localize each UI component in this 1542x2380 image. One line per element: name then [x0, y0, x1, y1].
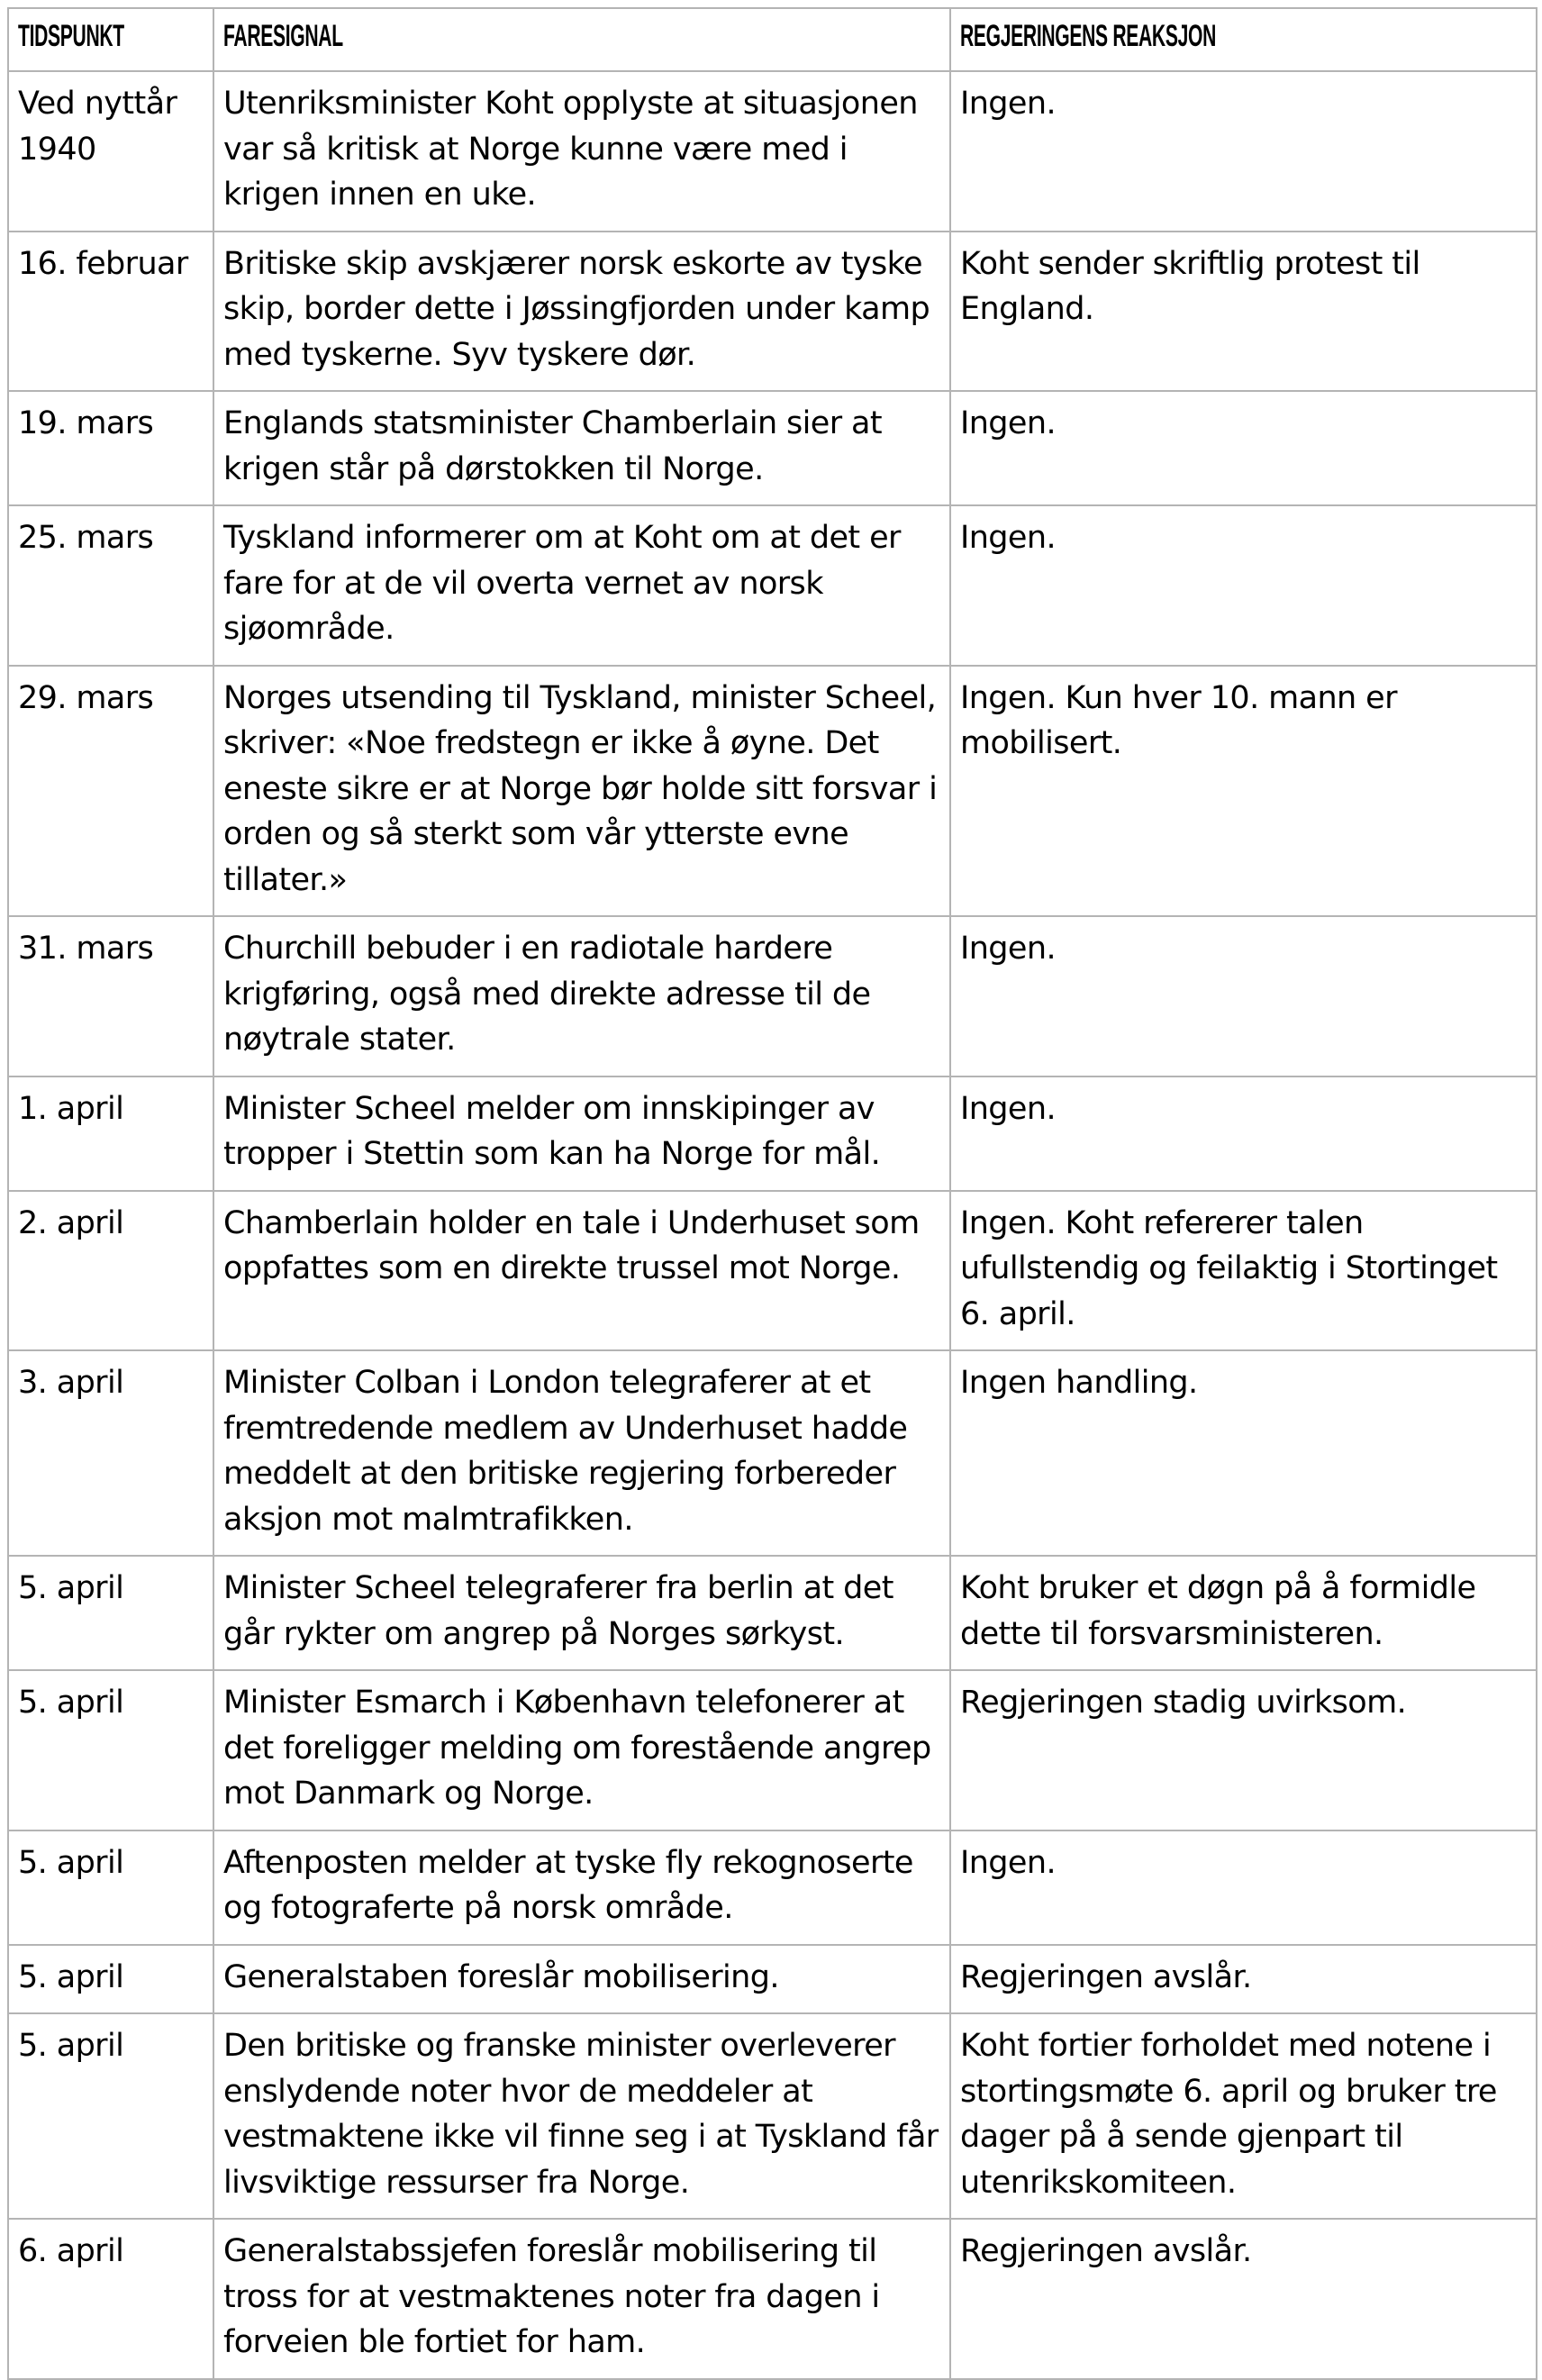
- cell-time: 5. april: [8, 2013, 213, 2219]
- cell-time: 16. februar: [8, 232, 213, 392]
- cell-reaction: Regjeringen avslår.: [950, 2219, 1537, 2379]
- header-reaction: REGJERINGENS REAKSJON: [950, 8, 1537, 71]
- cell-reaction: Koht bruker et døgn på å formidle dette til forsvarsministeren.: [950, 1556, 1537, 1670]
- table-row: [8, 2219, 1537, 2379]
- cell-reaction: Koht sender skriftlig protest til England.: [950, 232, 1537, 392]
- table-row: [8, 1945, 1537, 2014]
- cell-time: 5. april: [8, 1670, 213, 1830]
- cell-signal: Churchill bebuder i en radiotale hardere krigføring, også med direkte adresse til de nøytrale stater.: [213, 916, 950, 1076]
- cell-reaction: Ingen.: [950, 71, 1537, 232]
- table-row: [8, 505, 1537, 666]
- cell-time: 1. april: [8, 1076, 213, 1191]
- header-signal: FARESIGNAL: [213, 8, 950, 71]
- cell-time: 29. mars: [8, 666, 213, 917]
- cell-reaction: Ingen.: [950, 1076, 1537, 1191]
- cell-time: 25. mars: [8, 505, 213, 666]
- cell-reaction: Regjeringen avslår.: [950, 1945, 1537, 2014]
- warning-signals-table: [7, 7, 1537, 2380]
- cell-time: 19. mars: [8, 391, 213, 505]
- table-row: [8, 1670, 1537, 1830]
- table-row: [8, 1350, 1537, 1556]
- cell-time: 3. april: [8, 1350, 213, 1556]
- table-row: [8, 1076, 1537, 1191]
- cell-signal: Tyskland informerer om at Koht om at det er fare for at de vil overta vernet av norsk sjøområde.: [213, 505, 950, 666]
- cell-reaction: Ingen. Koht refererer talen ufullstendig og feilaktig i Stortinget 6. april.: [950, 1191, 1537, 1351]
- cell-time: 31. mars: [8, 916, 213, 1076]
- cell-reaction: Ingen.: [950, 391, 1537, 505]
- table-row: [8, 666, 1537, 917]
- cell-signal: Den britiske og franske minister overleverer enslydende noter hvor de meddeler at vestmaktene ikke vil finne seg i at Tyskland får livsviktige ressurser fra Norge.: [213, 2013, 950, 2219]
- cell-time: 6. april: [8, 2219, 213, 2379]
- table-row: [8, 232, 1537, 392]
- cell-time: 5. april: [8, 1556, 213, 1670]
- cell-time: 5. april: [8, 1945, 213, 2014]
- table-row: [8, 1191, 1537, 1351]
- cell-reaction: Ingen.: [950, 916, 1537, 1076]
- table-row: [8, 916, 1537, 1076]
- cell-signal: Minister Scheel melder om innskipinger av tropper i Stettin som kan ha Norge for mål.: [213, 1076, 950, 1191]
- cell-time: 5. april: [8, 1830, 213, 1945]
- table-row: [8, 71, 1537, 232]
- cell-signal: Minister Esmarch i København telefonerer at det foreligger melding om forestående angrep mot Danmark og Norge.: [213, 1670, 950, 1830]
- cell-reaction: Ingen.: [950, 505, 1537, 666]
- cell-signal: Norges utsending til Tyskland, minister Scheel, skriver: «Noe fredstegn er ikke å øyne. Det eneste sikre er at Norge bør holde sitt forsvar i orden og så sterkt som vår ytterste evne tillater.»: [213, 666, 950, 917]
- cell-signal: Utenriksminister Koht opplyste at situasjonen var så kritisk at Norge kunne være med i krigen innen en uke.: [213, 71, 950, 232]
- cell-signal: Minister Colban i London telegraferer at et fremtredende medlem av Underhuset hadde meddelt at den britiske regjering forbereder aksjon mot malmtrafikken.: [213, 1350, 950, 1556]
- cell-signal: Generalstaben foreslår mobilisering.: [213, 1945, 950, 2014]
- cell-signal: Minister Scheel telegraferer fra berlin at det går rykter om angrep på Norges sørkyst.: [213, 1556, 950, 1670]
- cell-reaction: Ingen.: [950, 1830, 1537, 1945]
- cell-time: Ved nyttår 1940: [8, 71, 213, 232]
- table-row: [8, 391, 1537, 505]
- table-row: [8, 2013, 1537, 2219]
- cell-time: 2. april: [8, 1191, 213, 1351]
- cell-signal: Chamberlain holder en tale i Underhuset som oppfattes som en direkte trussel mot Norge.: [213, 1191, 950, 1351]
- cell-reaction: Ingen. Kun hver 10. mann er mobilisert.: [950, 666, 1537, 917]
- cell-reaction: Koht fortier forholdet med notene i stortingsmøte 6. april og bruker tre dager på å sende gjenpart til utenrikskomiteen.: [950, 2013, 1537, 2219]
- table-row: [8, 1830, 1537, 1945]
- cell-signal: Englands statsminister Chamberlain sier at krigen står på dørstokken til Norge.: [213, 391, 950, 505]
- cell-signal: Generalstabssjefen foreslår mobilisering til tross for at vestmaktenes noter fra dagen i forveien ble fortiet for ham.: [213, 2219, 950, 2379]
- cell-reaction: Ingen handling.: [950, 1350, 1537, 1556]
- table-row: [8, 1556, 1537, 1670]
- header-row: [8, 8, 1537, 71]
- cell-reaction: Regjeringen stadig uvirksom.: [950, 1670, 1537, 1830]
- cell-signal: Britiske skip avskjærer norsk eskorte av tyske skip, border dette i Jøssingfjorden under kamp med tyskerne. Syv tyskere dør.: [213, 232, 950, 392]
- header-time: TIDSPUNKT: [8, 8, 213, 71]
- cell-signal: Aftenposten melder at tyske fly rekognoserte og fotograferte på norsk område.: [213, 1830, 950, 1945]
